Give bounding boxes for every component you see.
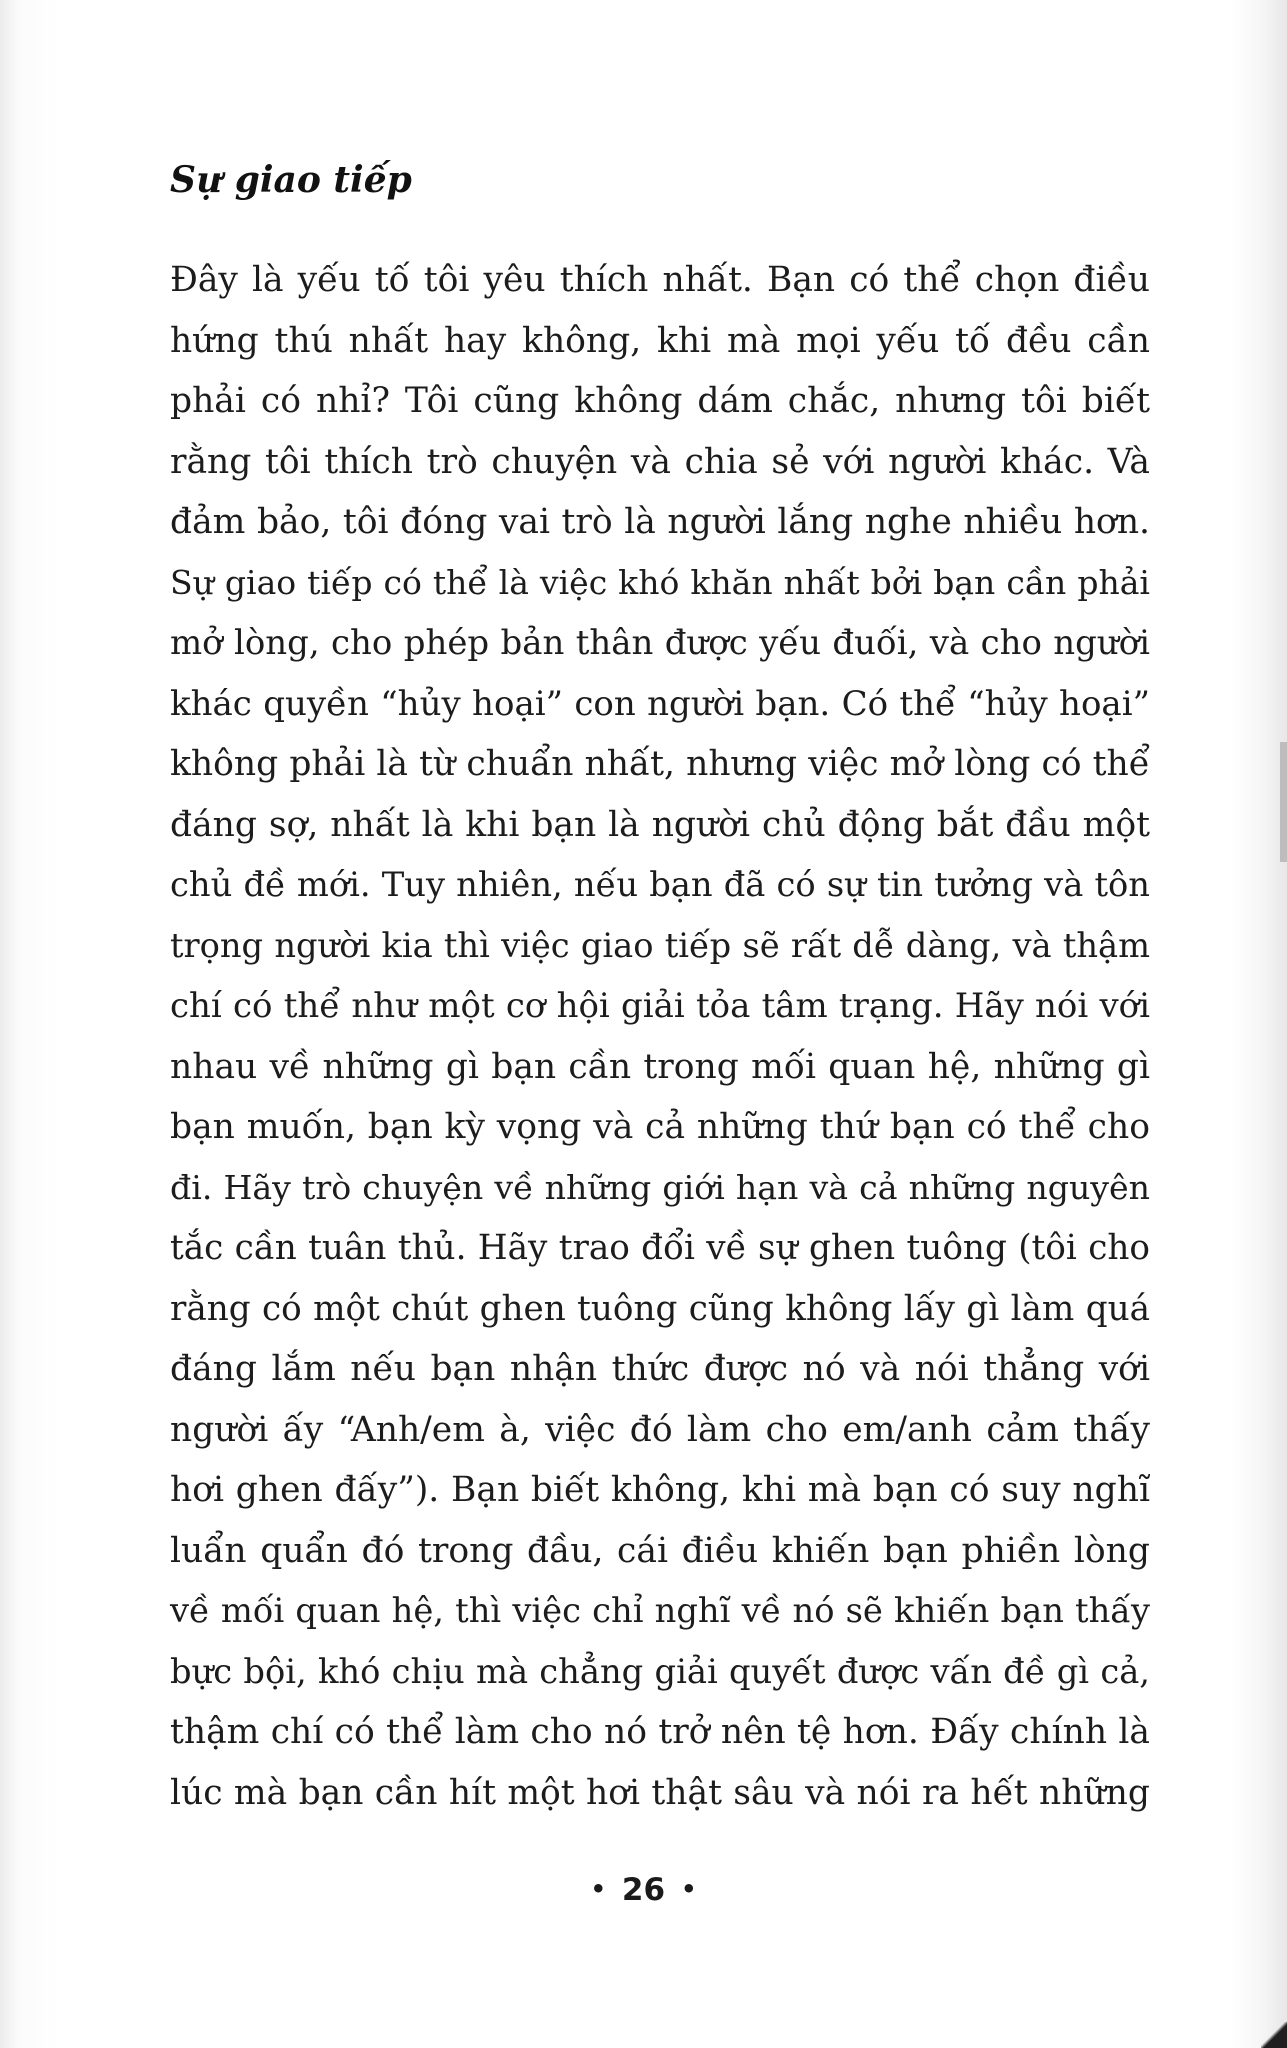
body-line: hứng thú nhất hay không, khi mà mọi yếu tố đều cần [170,320,1150,361]
body-line: luẩn quẩn đó trong đầu, cái điều khiến bạn phiền lòng [170,1530,1150,1571]
body-line: đi. Hãy trò chuyện về những giới hạn và cả những nguyên [170,1167,1150,1207]
body-line: chí có thể như một cơ hội giải tỏa tâm trạng. Hãy nói với [170,986,1150,1026]
body-line: trọng người kia thì việc giao tiếp sẽ rất dễ dàng, và thậm [170,925,1150,965]
body-line: tắc cần tuân thủ. Hãy trao đổi về sự ghen tuông (tôi cho [170,1228,1150,1268]
body-line: về mối quan hệ, thì việc chỉ nghĩ về nó sẽ khiến bạn thấy [170,1591,1150,1630]
body-line: mở lòng, cho phép bản thân được yếu đuối, và cho người [170,623,1150,663]
body-text [170,250,1150,1823]
body-line: khác quyền “hủy hoại” con người bạn. Có thể “hủy hoại” [170,683,1150,724]
body-line: chủ đề mới. Tuy nhiên, nếu bạn đã có sự tin tưởng và tôn [170,865,1150,904]
body-line: bực bội, khó chịu mà chẳng giải quyết được vấn đề gì cả, [170,1651,1150,1691]
page-number-left-dot: • [590,1874,606,1903]
body-line: hơi ghen đấy”). Bạn biết không, khi mà bạn có suy nghĩ [170,1470,1150,1510]
body-line: đáng sợ, nhất là khi bạn là người chủ động bắt đầu một [170,804,1150,845]
body-line: bạn muốn, bạn kỳ vọng và cả những thứ bạn có thể cho [170,1107,1150,1147]
body-line: rằng tôi thích trò chuyện và chia sẻ với người khác. Và [170,441,1150,482]
body-line: không phải là từ chuẩn nhất, nhưng việc mở lòng có thể [170,744,1150,784]
body-line: lúc mà bạn cần hít một hơi thật sâu và nói ra hết những [170,1772,1150,1813]
body-line: đảm bảo, tôi đóng vai trò là người lắng nghe nhiều hơn. [170,502,1150,542]
page-number: 26 [621,1872,666,1908]
body-line: người ấy “Anh/em à, việc đó làm cho em/anh cảm thấy [170,1409,1150,1450]
body-line: nhau về những gì bạn cần trong mối quan hệ, những gì [170,1046,1150,1087]
body-line: Sự giao tiếp có thể là việc khó khăn nhất bởi bạn cần phải [170,562,1150,602]
body-line: đáng lắm nếu bạn nhận thức được nó và nói thẳng với [170,1349,1150,1389]
page-corner-shadow [1261,2022,1287,2048]
page-edge-mark [1280,742,1287,862]
page-number-right-dot: • [681,1874,697,1903]
body-line: rằng có một chút ghen tuông cũng không lấy gì làm quá [170,1288,1150,1329]
body-line: Đây là yếu tố tôi yêu thích nhất. Bạn có thể chọn điều [170,260,1150,300]
body-line: thậm chí có thể làm cho nó trở nên tệ hơn. Đấy chính là [170,1712,1150,1752]
body-line: phải có nhỉ? Tôi cũng không dám chắc, nhưng tôi biết [170,381,1150,421]
section-heading: Sự giao tiếp [170,159,412,201]
page-footer [0,1870,1287,1912]
